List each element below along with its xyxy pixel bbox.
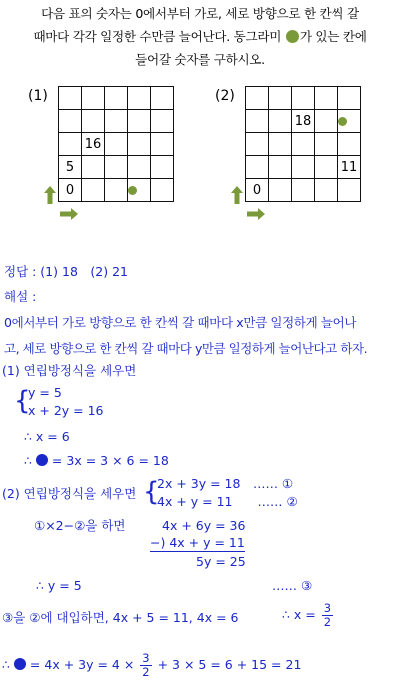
grid-cell xyxy=(59,133,82,156)
blue-circle-icon xyxy=(14,658,26,670)
p2-eq1: 2x + 3y = 18 …… ① xyxy=(157,476,294,491)
part1-title: (1) 연립방정식을 세우면 xyxy=(2,363,137,378)
grid-cell xyxy=(269,110,292,133)
grid-cell xyxy=(105,156,128,179)
grid-cell xyxy=(59,179,82,202)
grid-cell xyxy=(59,87,82,110)
grid-cell xyxy=(128,133,151,156)
grid-cell xyxy=(82,87,105,110)
p1-eq1: y = 5 xyxy=(28,385,62,400)
brace-1: { xyxy=(14,386,31,416)
grid-cell xyxy=(246,133,269,156)
grid-cell xyxy=(128,179,151,202)
grid-cell xyxy=(151,87,174,110)
grid-cell xyxy=(128,110,151,133)
grid-cell xyxy=(315,87,338,110)
grid-cell xyxy=(269,133,292,156)
grid1-label: (1) xyxy=(28,88,48,104)
answer-line: 정답 : (1) 18 (2) 21 xyxy=(4,264,128,279)
grid-cell xyxy=(338,156,361,179)
cell-value: 0 xyxy=(252,182,262,198)
grid-cell xyxy=(151,156,174,179)
grid-cell xyxy=(246,110,269,133)
grid-cell xyxy=(105,87,128,110)
grid-cell xyxy=(292,179,315,202)
up-arrow-icon xyxy=(44,186,56,204)
grid-cell xyxy=(151,179,174,202)
grid-cell xyxy=(292,133,315,156)
right-arrow-icon xyxy=(60,208,78,220)
grid-row xyxy=(59,87,174,110)
grid-cell xyxy=(246,179,269,202)
cell-value: 16 xyxy=(84,136,102,152)
grid-cell xyxy=(315,133,338,156)
right-arrow-icon xyxy=(247,208,265,220)
cell-value: 5 xyxy=(65,159,75,175)
grid-cell xyxy=(338,133,361,156)
grid-cell xyxy=(246,156,269,179)
p2-step: ①×2−②을 하면 xyxy=(34,518,126,533)
grid-cell xyxy=(82,133,105,156)
grid-cell xyxy=(82,179,105,202)
grid-cell xyxy=(128,156,151,179)
p2-substitute: ③을 ②에 대입하면, 4x + 5 = 11, 4x = 6 xyxy=(2,610,239,625)
grid-row xyxy=(59,156,174,179)
grid-cell xyxy=(338,110,361,133)
problem-statement xyxy=(0,2,400,71)
problem-line-1: 다음 표의 숫자는 0에서부터 가로, 세로 방향으로 한 칸씩 갈 xyxy=(41,6,359,21)
problem-line-2: 때마다 각각 일정한 수만큼 늘어난다. 동그라미 가 있는 칸에 xyxy=(33,29,367,44)
p1-final: ∴ = 3x = 3 × 6 = 18 xyxy=(24,453,169,468)
explain-para-2: 고, 세로 방향으로 한 칸씩 갈 때마다 y만큼 일정하게 늘어난다고 하자. xyxy=(4,341,368,356)
grid-cell xyxy=(105,133,128,156)
grid2-label: (2) xyxy=(215,88,235,104)
grid-cell xyxy=(315,110,338,133)
grid-cell xyxy=(151,133,174,156)
p2-y: ∴ y = 5 xyxy=(36,578,82,593)
grid-cell xyxy=(269,179,292,202)
fraction: $\frac{3}{2}$ xyxy=(323,601,332,629)
grid-cell xyxy=(338,87,361,110)
p2-col-3: 5y = 25 xyxy=(196,554,246,569)
p2-col-2: −) 4x + y = 11 xyxy=(150,535,245,550)
grid-cell xyxy=(82,110,105,133)
p2-eq2: 4x + y = 11 …… ② xyxy=(157,494,298,509)
cell-value: 0 xyxy=(65,182,75,198)
grid-row xyxy=(59,179,174,202)
p1-eq2: x + 2y = 16 xyxy=(28,403,104,418)
grid-row xyxy=(246,156,361,179)
problem-line-3: 들어갈 숫자를 구하시오. xyxy=(135,52,265,67)
cell-value: 18 xyxy=(294,113,312,129)
grid-row xyxy=(246,87,361,110)
grid-cell xyxy=(292,156,315,179)
explain-para-1: 0에서부터 가로 방향으로 한 칸씩 갈 때마다 x만큼 일정하게 늘어나 xyxy=(4,315,357,330)
cell-value: 11 xyxy=(340,159,358,175)
p2-final: ∴ = 4x + 3y = 4 × $\frac{3}{2}$ + 3 × 5 = 6 + 15 = 21 xyxy=(2,651,302,679)
grid-cell xyxy=(105,179,128,202)
grid-cell xyxy=(269,156,292,179)
fraction: $\frac{3}{2}$ xyxy=(142,651,150,679)
grid-cell xyxy=(269,87,292,110)
grid-row xyxy=(59,133,174,156)
grid-row xyxy=(246,179,361,202)
grid-cell xyxy=(105,110,128,133)
p2-mark3: …… ③ xyxy=(272,578,313,593)
grid-cell xyxy=(315,179,338,202)
grid-cell xyxy=(82,156,105,179)
green-circle-icon xyxy=(286,30,299,43)
grid-cell xyxy=(315,156,338,179)
grid-cell xyxy=(292,110,315,133)
grid-cell xyxy=(59,156,82,179)
green-circle-icon xyxy=(128,186,137,195)
grid-row xyxy=(246,133,361,156)
grid-cell xyxy=(338,179,361,202)
p2-col-1: 4x + 6y = 36 xyxy=(162,518,246,533)
blue-circle-icon xyxy=(36,454,48,466)
grid-row xyxy=(59,110,174,133)
grid-cell xyxy=(292,87,315,110)
grid-cell xyxy=(246,87,269,110)
p2-x: ∴ x = $\frac{3}{2}$ xyxy=(282,601,332,629)
grid-cell xyxy=(151,110,174,133)
grid-1 xyxy=(58,86,174,202)
brace-2: { xyxy=(143,477,160,507)
grid-cell xyxy=(128,87,151,110)
grid-cell xyxy=(59,110,82,133)
explain-label: 해설 : xyxy=(4,289,37,304)
p1-result: ∴ x = 6 xyxy=(24,429,70,444)
part2-title: (2) 연립방정식을 세우면 xyxy=(2,486,137,501)
green-circle-icon xyxy=(338,117,347,126)
grid-row xyxy=(246,110,361,133)
up-arrow-icon xyxy=(231,186,243,204)
grid-2 xyxy=(245,86,361,202)
